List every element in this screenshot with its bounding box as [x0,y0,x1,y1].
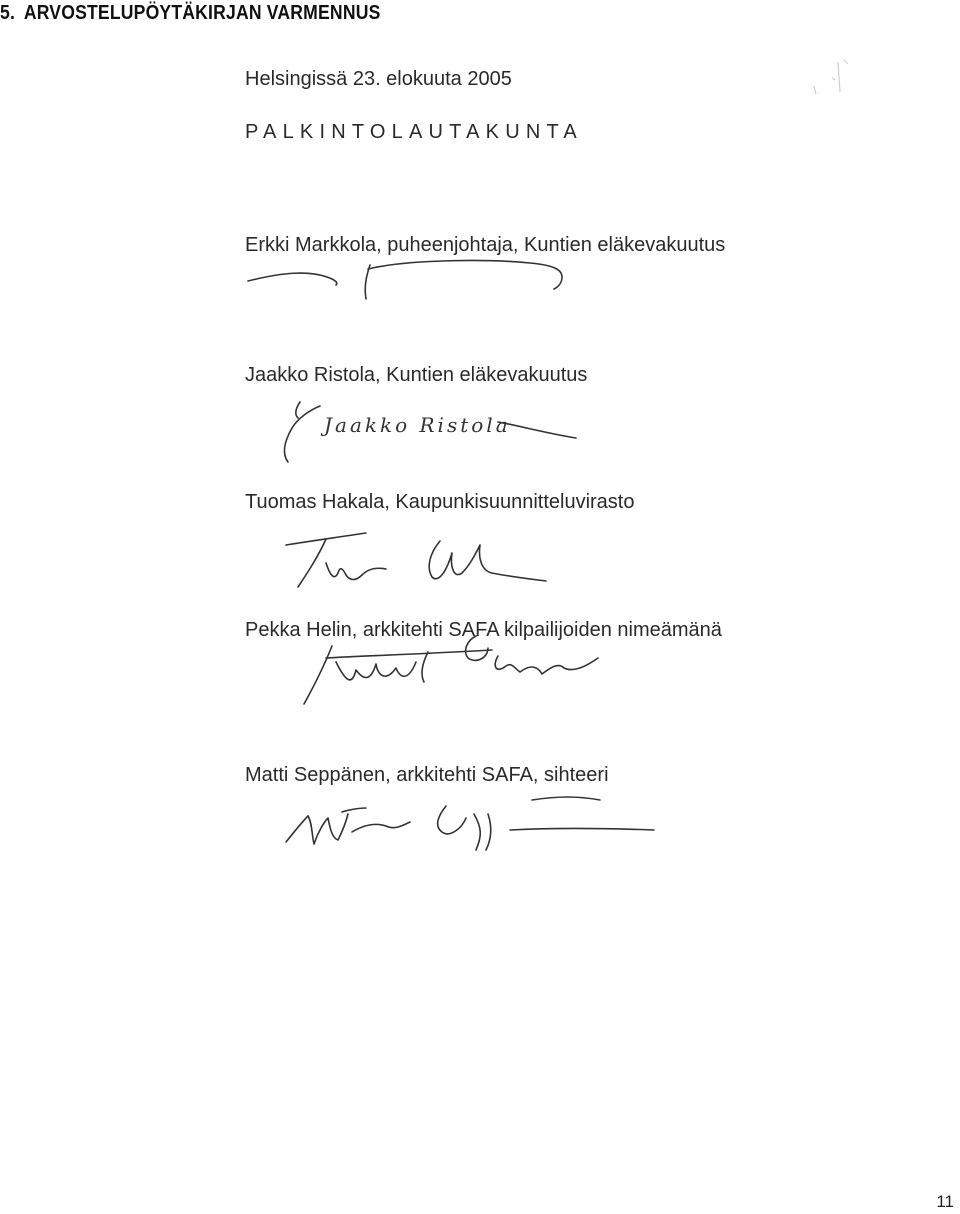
signature-seppanen [278,792,668,864]
section-title: ARVOSTELUPÖYTÄKIRJAN VARMENNUS [23,2,381,24]
signature-ristola [270,396,590,468]
jury-member-markkola: Erkki Markkola, puheenjohtaja, Kuntien eläkevakuutus [245,234,726,256]
scan-artifact-mark [808,58,858,98]
signature-ristola-text: Jaakko Ristola [324,413,511,437]
page-number: 11 [936,1192,954,1211]
jury-title: PALKINTOLAUTAKUNTA [245,121,583,143]
section-number: 5. [0,2,16,24]
signature-hakala [280,523,560,593]
jury-member-hakala: Tuomas Hakala, Kaupunkisuunnitteluvirasto [245,491,635,513]
jury-member-helin: Pekka Helin, arkkitehti SAFA kilpailijoiden nimeämänä [245,619,722,641]
jury-member-seppanen: Matti Seppänen, arkkitehti SAFA, sihteeri [245,764,609,786]
signature-helin [292,622,622,712]
jury-member-ristola: Jaakko Ristola, Kuntien eläkevakuutus [245,364,588,386]
signature-markkola [240,255,580,305]
section-heading [0,2,381,25]
place-date: Helsingissä 23. elokuuta 2005 [245,68,512,90]
